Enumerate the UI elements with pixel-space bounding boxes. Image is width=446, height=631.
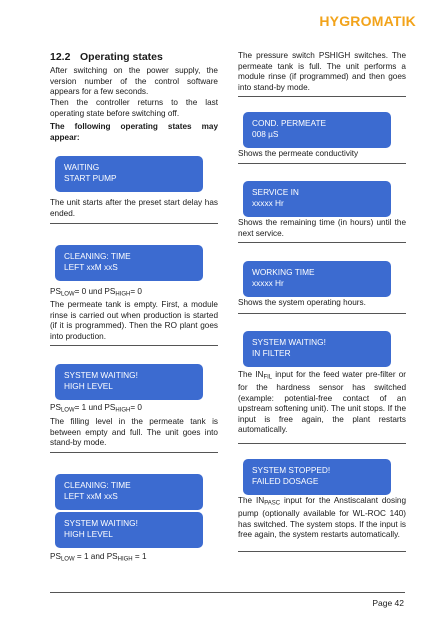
cond-b: = 1 and PS [74,552,118,561]
divider [238,96,406,97]
desc-part-a: The IN [238,496,265,505]
intro-paragraph-1: After switching on the power supply, the version number of the control software appears for a few seconds. [50,66,218,96]
condition-ps-low-1-high-0 [50,403,218,416]
display-line-1: SYSTEM STOPPED! [252,465,331,475]
display-line-2: xxxxx Hr [252,277,284,288]
display-system-waiting-high-level [55,364,203,400]
desc-part-a: The IN [238,370,264,379]
cond-c: = 1 [132,552,147,561]
divider [238,242,406,243]
hygromatik-logo [319,13,416,29]
display-line-1: WAITING [64,162,100,172]
display-service-in [243,181,391,217]
section-heading [50,51,218,63]
description-waiting-start-pump: The unit starts after the preset start delay has ended. [50,198,218,218]
display-line-2: HIGH LEVEL [64,380,113,391]
display-line-2: xxxxx Hr [252,197,284,208]
cond-a: PS [50,552,61,561]
display-working-time [243,261,391,297]
cond-c: = 0 [130,403,142,412]
section-number: 12.2 [50,51,71,63]
description-permeate-tank-empty: The permeate tank is empty. First, a module rinse is carried out when production is started (if it is programmed). Then the RO plant goes into production. [50,300,218,341]
display-line-2: 008 µS [252,128,279,139]
display-line-2: LEFT xxM xxS [64,490,118,501]
cond-sub-high: HIGH [117,556,133,563]
divider [50,345,218,346]
cond-a: PS [50,403,61,412]
desc-sub-pasc: PASC [264,500,281,507]
section-title: Operating states [80,51,163,63]
display-line-2: START PUMP [64,172,117,183]
logo-part-hygro: HYGRO [319,13,372,29]
intro-paragraph-2: Then the controller returns to the last operating state before switching off. [50,98,218,118]
divider [238,163,406,164]
desc-sub-fil: FIL [263,374,273,381]
cond-sub-low: LOW [60,556,75,563]
description-in-pasc-input [238,496,406,541]
display-line-1: SYSTEM WAITING! [64,518,138,528]
display-line-2: IN FILTER [252,347,291,358]
cond-sub-low: LOW [60,407,75,414]
cond-sub-low: LOW [60,291,75,298]
cond-b: = 0 und PS [74,287,116,296]
display-cleaning-time-left [55,245,203,281]
display-system-waiting-high-level-2 [55,512,203,548]
intro-paragraph-3: The following operating states may appear: [50,122,218,142]
cond-b: = 1 und PS [74,403,116,412]
description-operating-hours: Shows the system operating hours. [238,298,366,307]
divider [238,551,406,552]
cond-sub-high: HIGH [115,407,131,414]
display-line-1: SYSTEM WAITING! [252,337,326,347]
divider [50,223,218,224]
page-number: Page 42 [372,598,404,608]
description-permeate-conductivity: Shows the permeate conductivity [238,149,359,158]
display-system-stopped-failed-dosage [243,459,391,495]
display-line-2: LEFT xxM xxS [64,261,118,272]
cond-c: = 0 [130,287,142,296]
desc-part-b: input for the Anstiscalant dosing pump (optionally available for WL-ROC 140) has switched. The system stops. If the input is free again, the system restarts automatically. [238,496,406,539]
divider [238,443,406,444]
description-pressure-switch-high: The pressure switch PSHIGH switches. The permeate tank is full. The unit performs a module rinse (if programmed) and then goes into stand-by mode. [238,51,406,92]
cond-sub-high: HIGH [115,291,131,298]
display-line-1: CLEANING: TIME [64,251,131,261]
display-line-1: CLEANING: TIME [64,480,131,490]
display-cond-permeate [243,112,391,148]
display-line-2: FAILED DOSAGE [252,475,319,486]
condition-ps-low-0-high-0 [50,287,218,300]
display-system-waiting-in-filter [243,331,391,367]
cond-a: PS [50,287,61,296]
display-line-1: SYSTEM WAITING! [64,370,138,380]
description-service-remaining: Shows the remaining time (in hours) until the next service. [238,218,406,238]
condition-ps-low-1-high-1 [50,552,218,565]
display-line-1: SERVICE IN [252,187,299,197]
display-line-2: HIGH LEVEL [64,528,113,539]
divider [50,452,218,453]
desc-part-b: input for the feed water pre-filter or for the hardness sensor has switched (example: potential-free contact of an upstream softening unit). The unit stops. If the input is free again, the plant restarts automatically. [238,370,406,434]
footer-divider [50,592,405,593]
description-in-fil-input [238,370,406,436]
divider [238,313,406,314]
display-line-1: WORKING TIME [252,267,315,277]
display-waiting-start-pump [55,156,203,192]
description-filling-level: The filling level in the permeate tank is between empty and full. The unit goes into stand-by mode. [50,417,218,447]
logo-part-matik: MATIK [371,13,416,29]
display-line-1: COND. PERMEATE [252,118,327,128]
display-cleaning-time-left-2 [55,474,203,510]
